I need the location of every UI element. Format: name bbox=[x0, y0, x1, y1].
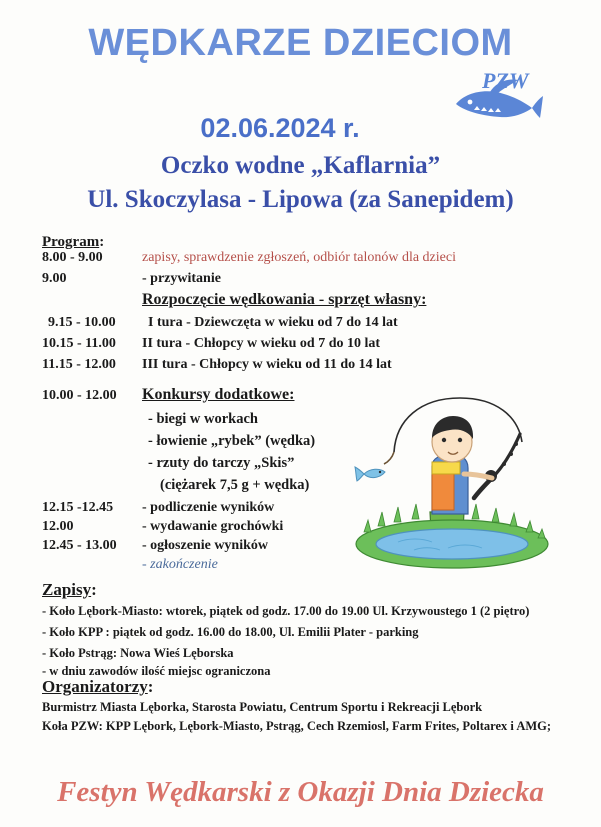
program-row-tour-2 bbox=[42, 336, 582, 352]
zapisy-line: - w dniu zawodów ilość miejsc ograniczona bbox=[42, 664, 271, 678]
program-heading-label: Program bbox=[42, 234, 100, 250]
program-time: 8.00 - 9.00 bbox=[42, 250, 103, 265]
program-time: 12.45 - 13.00 bbox=[42, 538, 117, 553]
boy-fishing-illustration bbox=[352, 392, 588, 570]
contest-item: - łowienie „rybek” (wędka) bbox=[148, 433, 316, 449]
page-title: WĘDKARZE DZIECIOM bbox=[88, 22, 513, 64]
program-closing-note: - zakończenie bbox=[142, 557, 218, 572]
pzw-logo-text: PZW bbox=[482, 68, 529, 93]
program-row-tour-3 bbox=[42, 357, 582, 373]
organizatorzy-heading bbox=[42, 677, 153, 697]
program-heading bbox=[42, 234, 104, 251]
program-row-tour-1 bbox=[48, 315, 588, 331]
program-desc: II tura - Chłopcy w wieku od 7 do 10 lat bbox=[142, 336, 381, 351]
program-desc: - ogłoszenie wyników bbox=[142, 538, 268, 553]
program-time: 12.00 bbox=[42, 519, 74, 534]
zapisy-line: - Koło Lębork-Miasto: wtorek, piątek od godz. 17.00 do 19.00 Ul. Krzywoustego 1 (2 piętro) bbox=[42, 604, 530, 618]
program-desc: - przywitanie bbox=[142, 271, 221, 286]
organizatorzy-line: Koła PZW: KPP Lębork, Lębork-Miasto, Pstrąg, Cech Rzemiosl, Farm Frites, Poltarex i AMG; bbox=[42, 719, 552, 733]
venue-name: Oczko wodne „Kaflarnia” bbox=[160, 152, 441, 179]
organizatorzy-heading-label: Organizatorzy bbox=[42, 677, 148, 696]
zapisy-heading-colon: : bbox=[91, 580, 97, 599]
organizatorzy-heading-colon: : bbox=[147, 677, 154, 696]
zapisy-heading-label: Zapisy bbox=[42, 580, 92, 599]
program-time: 10.15 - 11.00 bbox=[42, 336, 116, 351]
contest-item: - biegi w workach bbox=[148, 411, 258, 427]
program-time: 12.15 -12.45 bbox=[42, 500, 114, 515]
program-row-welcome bbox=[42, 271, 582, 287]
program-time: 10.00 - 12.00 bbox=[42, 388, 117, 403]
program-desc: III tura - Chłopcy w wieku od 11 do 14 lat bbox=[142, 357, 392, 372]
program-desc: I tura - Dziewczęta w wieku od 7 do 14 lat bbox=[148, 315, 398, 330]
fishing-start-heading: Rozpoczęcie wędkowania - sprzęt własny: bbox=[142, 291, 427, 308]
organizatorzy-line: Burmistrz Miasta Lęborka, Starosta Powiatu, Centrum Sportu i Rekreacji Lębork bbox=[42, 700, 483, 714]
program-row-registration bbox=[42, 250, 582, 266]
contest-item-note: (ciężarek 7,5 g + wędka) bbox=[160, 477, 310, 493]
program-desc: - podliczenie wyników bbox=[142, 500, 275, 515]
program-time: 9.15 - 10.00 bbox=[48, 315, 116, 330]
contests-heading: Konkursy dodatkowe: bbox=[142, 386, 295, 403]
venue-address: Ul. Skoczylasa - Lipowa (za Sanepidem) bbox=[87, 186, 514, 213]
program-desc: zapisy, sprawdzenie zgłoszeń, odbiór talonów dla dzieci bbox=[142, 250, 456, 265]
program-time: 11.15 - 12.00 bbox=[42, 357, 116, 372]
program-time: 9.00 bbox=[42, 271, 67, 286]
event-date: 02.06.2024 r. bbox=[200, 113, 360, 143]
program-desc: - wydawanie grochówki bbox=[142, 519, 284, 534]
caught-fish-icon bbox=[355, 467, 385, 481]
zapisy-line: - Koło KPP : piątek od godz. 16.00 do 18.00, Ul. Emilii Plater - parking bbox=[42, 625, 419, 639]
zapisy-line: - Koło Pstrąg: Nowa Wieś Lęborska bbox=[42, 646, 234, 660]
zapisy-heading bbox=[42, 580, 97, 600]
footer-banner: Festyn Wędkarski z Okazji Dnia Dziecka bbox=[57, 776, 544, 808]
contest-item: - rzuty do tarczy „Skis” bbox=[148, 455, 295, 471]
program-heading-colon: : bbox=[99, 234, 105, 250]
